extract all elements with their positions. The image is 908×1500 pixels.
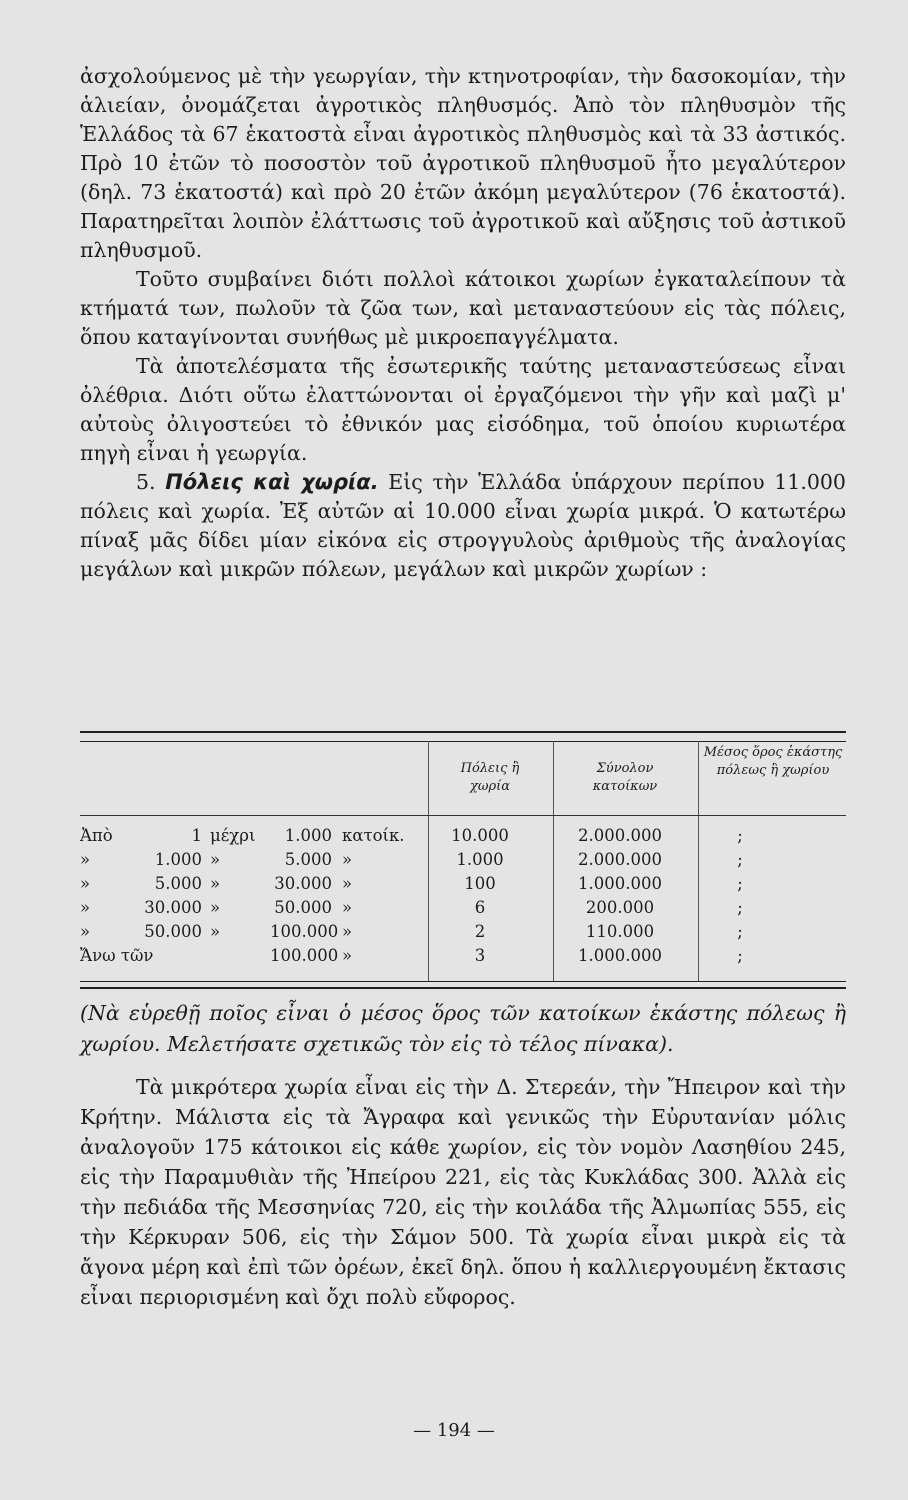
table-rule-bottom-outer xyxy=(80,987,846,989)
table-header-total: Σύνολον κατοίκων xyxy=(592,761,658,794)
table-cell-avg: ; xyxy=(737,826,743,845)
table-cell-unit: » xyxy=(342,946,353,965)
table-cell-to: 1.000 xyxy=(284,826,332,845)
paragraph-4 xyxy=(80,468,846,584)
table-header-rule xyxy=(80,815,846,816)
table-cell-avg: ; xyxy=(737,874,743,893)
table-cell-prefix: » xyxy=(80,922,91,941)
table-row xyxy=(80,946,846,970)
paragraph-1: ἀσχολούμενος μὲ τὴν γεωργίαν, τὴν κτηνοτροφίαν, τὴν δασοκομίαν, τὴν ἁλιείαν, ὀνομάζεται ἀγροτικὸς πληθυσμός. Ἀπὸ τὸν πληθυσμὸν τῆς Ἑλλάδος τὰ 67 ἑκατοστὰ εἶναι ἀγροτικὸς πληθυσμὸς καὶ τὰ 33 ἀστικός. Πρὸ 10 ἐτῶν τὸ ποσοστὸν τοῦ ἀγροτικοῦ πληθυσμοῦ ἦτο μεγαλύτερον (δηλ. 73 ἑκατοστά) καὶ πρὸ 20 ἐτῶν ἀκόμη μεγαλύτερον (76 ἑκατοστά). Παρατηρεῖται λοιπὸν ἐλάττωσις τοῦ ἀγροτικοῦ καὶ αὔξησις τοῦ ἀστικοῦ πληθυσμοῦ. xyxy=(80,64,846,262)
paragraph-3: Τὰ ἀποτελέσματα τῆς ἐσωτερικῆς ταύτης μεταναστεύσεως εἶναι ὀλέθρια. Διότι οὕτω ἐλαττώνονται οἱ ἐργαζόμενοι τὴν γῆν καὶ μαζὶ μ' αὐτοὺς ὀλιγοστεύει τὸ ἐθνικόν μας εἰσόδημα, τοῦ ὁποίου κυριωτέρα πηγὴ εἶναι ἡ γεωργία. xyxy=(80,354,846,465)
table-cell-count: 2 xyxy=(474,922,486,941)
table-cell-sep: μέχρι xyxy=(210,826,256,845)
table-cell-avg: ; xyxy=(737,946,743,965)
body-text-lower xyxy=(80,1072,846,1312)
table-cell-count: 100 xyxy=(464,874,496,893)
table-cell-unit: κατοίκ. xyxy=(342,826,405,845)
table-cell-unit: » xyxy=(342,922,353,941)
table-cell-total: 2.000.000 xyxy=(578,850,662,869)
table-cell-unit: » xyxy=(342,850,353,869)
table-cell-total: 110.000 xyxy=(585,922,655,941)
table-cell-avg: ; xyxy=(737,922,743,941)
table-cell-unit: » xyxy=(342,874,353,893)
table-cell-from: 1 xyxy=(191,826,202,845)
table-row xyxy=(80,874,846,898)
table-cell-total: 200.000 xyxy=(585,898,655,917)
table-cell-avg: ; xyxy=(737,850,743,869)
table-cell-from: 50.000 xyxy=(144,922,202,941)
table-cell-to: 30.000 xyxy=(274,874,332,893)
table-cell-prefix: » xyxy=(80,898,91,917)
table-cell-sep: » xyxy=(210,898,221,917)
table-cell-from: 30.000 xyxy=(144,898,202,917)
section-heading: Πόλεις καὶ χωρία. xyxy=(165,470,379,494)
table-cell-to: 5.000 xyxy=(284,850,332,869)
table-cell-avg: ; xyxy=(737,898,743,917)
table-header-count: Πόλεις ἢ χωρία xyxy=(460,761,520,794)
table-cell-from: 5.000 xyxy=(154,874,202,893)
table-cell-total: 2.000.000 xyxy=(578,826,662,845)
table-cell-sep: » xyxy=(210,850,221,869)
section-number: 5. xyxy=(136,470,156,494)
paragraph-5: Τὰ μικρότερα χωρία εἶναι εἰς τὴν Δ. Στερεάν, τὴν Ἤπειρον καὶ τὴν Κρήτην. Μάλιστα εἰς τὰ Ἄγραφα καὶ γενικῶς τὴν Εὐρυτανίαν μόλις ἀναλογοῦν 175 κάτοικοι εἰς κάθε χωρίον, εἰς τὸν νομὸν Λασηθίου 245, εἰς τὴν Παραμυθιὰν τῆς Ἠπείρου 221, εἰς τὰς Κυκλάδας 300. Ἀλλὰ εἰς τὴν πεδιάδα τῆς Μεσσηνίας 720, εἰς τὴν κοιλάδα τῆς Ἀλμωπίας 555, εἰς τὴν Κέρκυραν 506, εἰς τὴν Σάμον 500. Τὰ χωρία εἶναι μικρὰ εἰς τὰ ἄγονα μέρη καὶ ἐπὶ τῶν ὀρέων, ἐκεῖ δηλ. ὅπου ἡ καλλιεργουμένη ἔκτασις εἶναι περιορισμένη καὶ ὄχι πολὺ εὔφορος. xyxy=(80,1075,846,1309)
paragraph-2: Τοῦτο συμβαίνει διότι πολλοὶ κάτοικοι χωρίων ἐγκαταλείπουν τὰ κτήματά των, πωλοῦν τὰ ζῶα των, καὶ μεταναστεύουν εἰς τὰς πόλεις, ὅπου καταγίνονται συνήθως μὲ μικροεπαγγέλματα. xyxy=(80,267,846,349)
table-cell-to: 50.000 xyxy=(274,898,332,917)
table-row xyxy=(80,922,846,946)
table-rule-top xyxy=(80,731,846,733)
table-cell-prefix: Ἄνω τῶν xyxy=(80,946,154,965)
table-cell-total: 1.000.000 xyxy=(578,946,662,965)
page-number: — 194 — xyxy=(413,1420,495,1441)
table-caption: (Νὰ εὑρεθῇ ποῖος εἶναι ὁ μέσος ὅρος τῶν κατοίκων ἑκάστης πόλεως ἢ χωρίου. Μελετήσατε σχετικῶς τὸν εἰς τὸ τέλος πίνακα). xyxy=(80,1001,846,1056)
table-cell-prefix: » xyxy=(80,850,91,869)
table-cell-sep: » xyxy=(210,874,221,893)
table-header-average: Μέσος ὅρος ἑκάστης πόλεως ἢ χωρίου xyxy=(703,745,843,778)
table-cell-count: 10.000 xyxy=(451,826,509,845)
body-text xyxy=(80,62,846,584)
table-cell-to: 100.000 xyxy=(270,922,339,941)
table-row xyxy=(80,850,846,874)
table-row xyxy=(80,826,846,850)
table-cell-prefix: » xyxy=(80,874,91,893)
table-cell-sep: » xyxy=(210,922,221,941)
table-cell-from: 1.000 xyxy=(154,850,202,869)
table-row xyxy=(80,898,846,922)
table-cell-prefix: Ἀπὸ xyxy=(80,826,113,845)
table-cell-count: 1.000 xyxy=(456,850,504,869)
table-cell-count: 6 xyxy=(474,898,486,917)
section-text: Εἰς τὴν Ἑλλάδα ὑπάρχουν περίπου 11.000 πόλεις καὶ χωρία. Ἐξ αὐτῶν αἱ 10.000 εἶναι χωρία μικρά. Ὁ κατωτέρω πίναξ μᾶς δίδει μίαν εἰκόνα εἰς στρογγυλοὺς ἀριθμοὺς τῆς ἀναλογίας μεγάλων καὶ μικρῶν πόλεων, μεγάλων καὶ μικρῶν χωρίων : xyxy=(80,470,846,581)
table-rule-top-inner xyxy=(80,741,846,742)
table-rule-bottom xyxy=(80,981,846,982)
table-cell-unit: » xyxy=(342,898,353,917)
table-cell-total: 1.000.000 xyxy=(578,874,662,893)
table-cell-count: 3 xyxy=(474,946,486,965)
table-cell-to: 100.000 xyxy=(270,946,339,965)
